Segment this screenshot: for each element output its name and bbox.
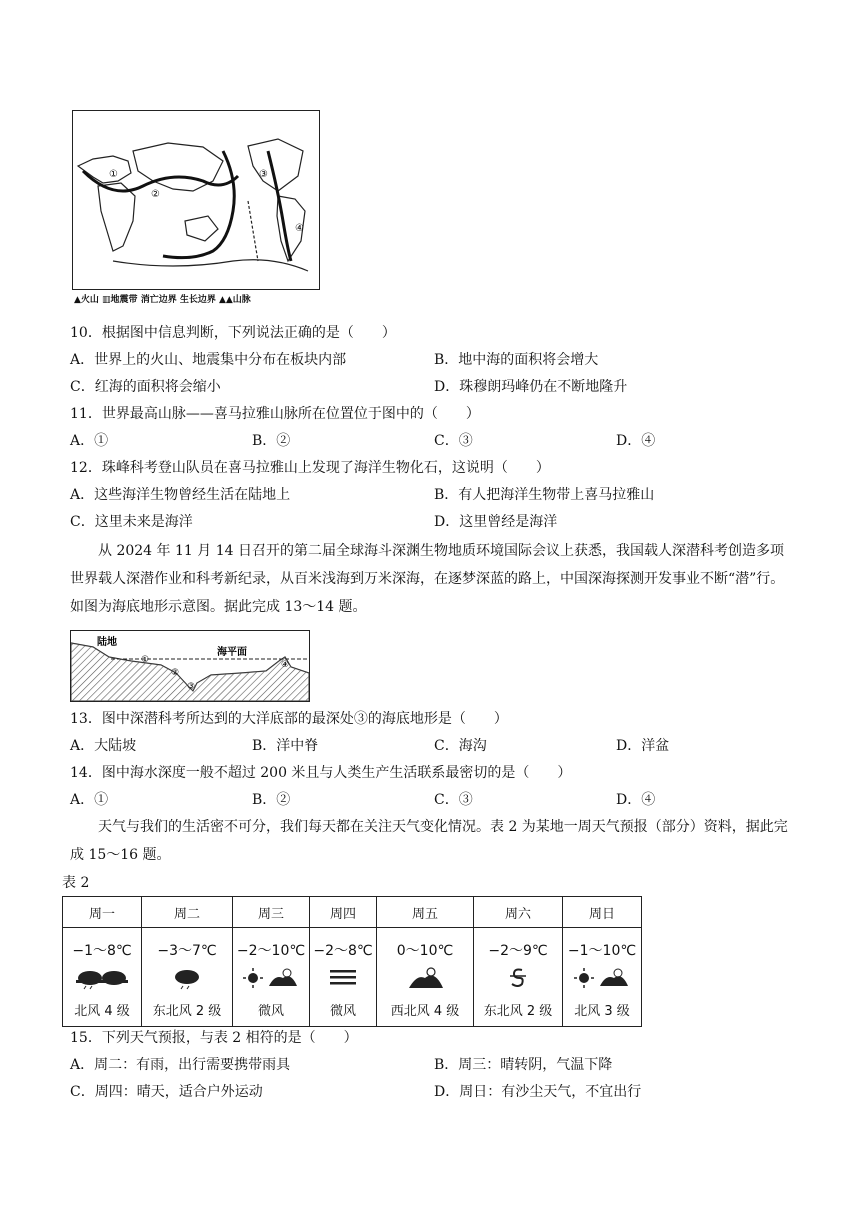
fog-icon: [310, 964, 376, 992]
q15-option-c[interactable]: C．周四：晴天，适合户外运动: [70, 1084, 263, 1100]
q10-stem: 10．根据图中信息判断，下列说法正确的是（ ）: [70, 325, 396, 341]
q11-option-c[interactable]: C．③: [434, 433, 473, 449]
weather-day: 周二: [142, 897, 233, 928]
weather-day: 周三: [233, 897, 310, 928]
q12-option-a[interactable]: A．这些海洋生物曾经生活在陆地上: [70, 487, 291, 503]
q11-option-a[interactable]: A．①: [70, 433, 109, 449]
q12-option-c[interactable]: C．这里未来是海洋: [70, 514, 193, 530]
weather-wind: 北风 3 级: [574, 1004, 630, 1019]
weather-wind: 东北风 2 级: [152, 1004, 222, 1019]
q10-option-d[interactable]: D．珠穆朗玛峰仍在不断地隆升: [434, 379, 628, 395]
q10-option-b[interactable]: B．地中海的面积将会增大: [434, 352, 599, 368]
weather-wind: 西北风 4 级: [390, 1004, 460, 1019]
cloud-rain-icon: [63, 964, 141, 992]
weather-cell: [233, 928, 310, 1027]
weather-day: 周一: [63, 897, 142, 928]
partly-cloudy-icon: [377, 964, 473, 992]
q10-option-a[interactable]: A．世界上的火山、地震集中分布在板块内部: [70, 352, 347, 368]
weather-temp: −2～8℃: [313, 943, 373, 959]
weather-detail-row: [63, 928, 642, 1027]
weather-cell: [310, 928, 377, 1027]
q12-option-b[interactable]: B．有人把海洋生物带上喜马拉雅山: [434, 487, 655, 503]
table-caption: 表 2: [62, 875, 90, 891]
q12-stem: 12．珠峰科考登山队员在喜马拉雅山上发现了海洋生物化石，这说明（ ）: [70, 460, 550, 476]
sea-level-label: 海平面: [217, 647, 247, 658]
plate-map: [72, 110, 320, 290]
q11-option-d[interactable]: D．④: [616, 433, 656, 449]
q11-option-b[interactable]: B．②: [252, 433, 291, 449]
seafloor-drawing: [71, 631, 309, 701]
passage-deep-sea: 从 2024 年 11 月 14 日召开的第二届全球海斗深渊生物地质环境国际会议上获悉，我国载人深潜科考创造多项世界载人深潜作业和科考新纪录，从百米浅海到万米深海，在逐梦深蓝的路上，中国深海探测开发事业不断“潜”行。如图为海底地形示意图。据此完成 13～14 题。: [70, 543, 785, 615]
weather-temp: −2～10℃: [236, 943, 306, 959]
sandstorm-icon: [474, 964, 562, 992]
q14-stem: 14．图中海水深度一般不超过 200 米且与人类生产生活联系最密切的是（ ）: [70, 765, 572, 781]
seafloor-marker-3: ③: [187, 682, 196, 692]
seafloor-marker-4: ④: [281, 660, 290, 670]
seafloor-marker-1: ①: [141, 655, 150, 665]
weather-temp: −3～7℃: [157, 943, 217, 959]
q11-stem: 11．世界最高山脉——喜马拉雅山脉所在位置位于图中的（ ）: [70, 406, 480, 422]
weather-day: 周五: [377, 897, 474, 928]
weather-cell: [63, 928, 142, 1027]
weather-temp: −1～8℃: [72, 943, 132, 959]
q14-option-c[interactable]: C．③: [434, 792, 473, 808]
q14-option-a[interactable]: A．①: [70, 792, 109, 808]
weather-day: 周六: [474, 897, 563, 928]
map-marker-2: ②: [151, 189, 160, 200]
map-legend: ▲火山 ▥地震带 消亡边界 生长边界 ▲▲山脉: [74, 295, 251, 305]
q14-option-b[interactable]: B．②: [252, 792, 291, 808]
weather-wind: 北风 4 级: [74, 1004, 130, 1019]
weather-temp: −1～10℃: [567, 943, 637, 959]
q15-option-d[interactable]: D．周日：有沙尘天气，不宜出行: [434, 1084, 642, 1100]
weather-cell: [563, 928, 642, 1027]
weather-day: 周四: [310, 897, 377, 928]
q13-option-c[interactable]: C．海沟: [434, 738, 487, 754]
map-marker-4: ④: [295, 223, 304, 234]
plate-map-drawing: [73, 111, 319, 289]
map-marker-3: ③: [259, 169, 268, 180]
land-label: 陆地: [97, 637, 117, 648]
seafloor-diagram: [70, 630, 310, 702]
q14-option-d[interactable]: D．④: [616, 792, 656, 808]
q13-option-d[interactable]: D．洋盆: [616, 738, 670, 754]
weather-header-row: [63, 897, 642, 928]
q12-option-d[interactable]: D．这里曾经是海洋: [434, 514, 558, 530]
q15-stem: 15．下列天气预报，与表 2 相符的是（ ）: [70, 1030, 358, 1046]
seafloor-marker-2: ②: [171, 668, 180, 678]
passage-weather: 天气与我们的生活密不可分，我们每天都在关注天气变化情况。表 2 为某地一周天气预报（部分）资料，据此完成 15～16 题。: [70, 819, 788, 863]
weather-wind: 微风: [329, 1004, 356, 1019]
weather-table: [62, 896, 642, 1027]
weather-wind: 东北风 2 级: [483, 1004, 553, 1019]
q10-option-c[interactable]: C．红海的面积将会缩小: [70, 379, 221, 395]
weather-temp: 0～10℃: [396, 943, 454, 959]
weather-wind: 微风: [257, 1004, 284, 1019]
q15-option-a[interactable]: A．周二：有雨，出行需要携带雨具: [70, 1057, 291, 1073]
weather-cell: [474, 928, 563, 1027]
q15-option-b[interactable]: B．周三：晴转阴，气温下降: [434, 1057, 613, 1073]
weather-day: 周日: [563, 897, 642, 928]
q13-stem: 13．图中深潜科考所达到的大洋底部的最深处③的海底地形是（ ）: [70, 711, 508, 727]
sunny-to-cloudy-icon: [563, 964, 641, 992]
light-rain-icon: [142, 964, 232, 992]
weather-temp: −2～9℃: [488, 943, 548, 959]
weather-cell: [142, 928, 233, 1027]
sunny-to-cloudy-icon: [233, 964, 309, 992]
map-marker-1: ①: [109, 169, 118, 180]
q13-option-b[interactable]: B．洋中脊: [252, 738, 319, 754]
weather-cell: [377, 928, 474, 1027]
q13-option-a[interactable]: A．大陆坡: [70, 738, 137, 754]
